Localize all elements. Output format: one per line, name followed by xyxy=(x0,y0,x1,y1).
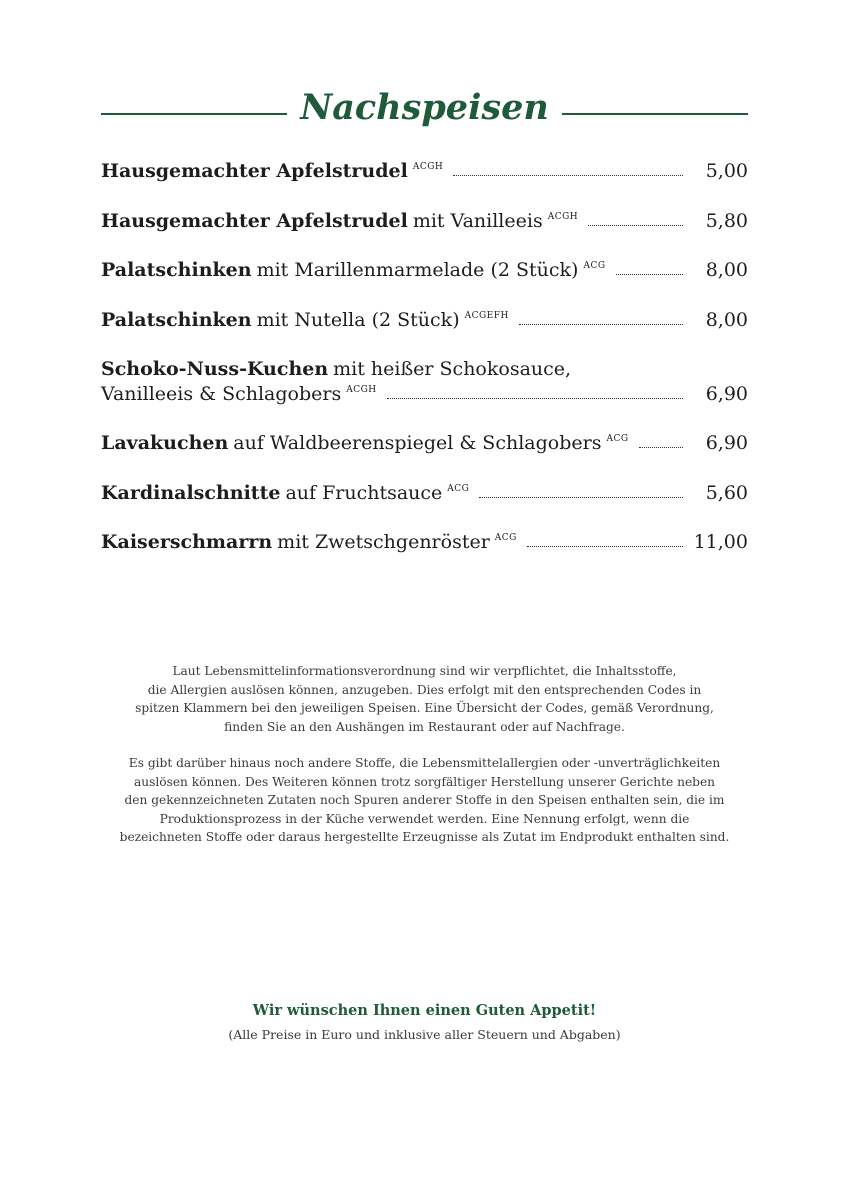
menu-item-line xyxy=(101,383,683,405)
menu-item-line xyxy=(101,309,683,331)
dot-leader xyxy=(527,546,683,547)
allergy-paragraph xyxy=(100,662,749,736)
appetit-message: Wir wünschen Ihnen einen Guten Appetit! xyxy=(252,1002,597,1019)
menu-item-line xyxy=(101,358,683,380)
menu-item-name: Lavakuchen xyxy=(101,432,229,454)
menu-item-description: auf Waldbeerenspiegel & Schlagobers xyxy=(233,432,602,454)
allergy-line: spitzen Klammern bei den jeweiligen Speisen. Eine Übersicht der Codes, gemäß Verordnung, xyxy=(135,701,714,715)
menu-item-price: 6,90 xyxy=(705,432,748,454)
dot-leader xyxy=(639,447,683,448)
menu-item-line xyxy=(101,160,683,182)
menu-item xyxy=(101,358,748,432)
menu-item-description: mit Vanilleeis xyxy=(412,209,543,232)
menu-item-line xyxy=(101,531,683,553)
menu-item xyxy=(101,531,748,581)
dot-leader xyxy=(387,398,683,399)
menu-item-line xyxy=(101,259,683,281)
menu-item-description: mit heißer Schokosauce, xyxy=(333,358,572,380)
page-title: Nachspeisen xyxy=(300,87,549,128)
menu-item-description: mit Zwetschgenröster xyxy=(277,531,490,553)
allergy-line: Produktionsprozess in der Küche verwendet werden. Eine Nennung erfolgt, wenn die xyxy=(159,811,690,826)
menu-item-name: Kardinalschnitte xyxy=(101,481,281,504)
menu-item-price: 5,60 xyxy=(705,481,748,504)
allergen-codes: ACG xyxy=(447,483,470,494)
menu-item-name: Hausgemachter Apfelstrudel xyxy=(101,209,408,232)
menu-item-price: 8,00 xyxy=(705,308,748,331)
menu-item-line xyxy=(101,432,683,454)
menu-item-name: Schoko-Nuss-Kuchen xyxy=(101,358,329,380)
menu-item xyxy=(101,432,748,482)
menu-item-name: Palatschinken xyxy=(101,259,252,281)
dot-leader xyxy=(519,324,683,325)
menu-item-description-continued: Vanilleeis & Schlagobers xyxy=(101,383,342,405)
dot-leader xyxy=(616,274,683,275)
allergy-line: den gekennzeichneten Zutaten noch Spuren anderer Stoffe in den Speisen enthalten sein, die im xyxy=(124,793,725,807)
menu-item-line xyxy=(101,210,683,232)
allergen-codes: ACGH xyxy=(547,211,579,222)
allergen-codes: ACG xyxy=(494,533,517,543)
menu-item-price: 5,00 xyxy=(705,160,748,182)
page-header xyxy=(101,84,748,134)
menu-item-price: 11,00 xyxy=(693,531,748,553)
allergen-codes: ACG xyxy=(606,434,629,444)
menu-item-name: Kaiserschmarrn xyxy=(101,531,273,553)
allergy-line: auslösen können. Des Weiteren können trotz sorgfältiger Herstellung unserer Gerichte neben xyxy=(133,774,716,789)
title-rule-right xyxy=(562,113,748,115)
allergy-paragraph xyxy=(100,754,749,847)
allergen-codes: ACGEFH xyxy=(464,310,509,321)
allergen-codes: ACGH xyxy=(346,385,377,395)
allergy-notice xyxy=(100,662,749,865)
menu-item xyxy=(101,259,748,309)
allergy-line: finden Sie an den Aushängen im Restaurant oder auf Nachfrage. xyxy=(224,719,625,734)
menu-item-line xyxy=(101,482,683,504)
menu-item xyxy=(101,210,748,260)
prices-note: (Alle Preise in Euro und inklusive aller Steuern und Abgaben) xyxy=(228,1027,621,1042)
menu-list xyxy=(101,160,748,581)
menu-item xyxy=(101,482,748,532)
menu-item-name: Hausgemachter Apfelstrudel xyxy=(101,160,408,182)
dot-leader xyxy=(453,175,683,176)
dot-leader xyxy=(479,497,683,498)
menu-item-price: 6,90 xyxy=(705,383,748,405)
allergen-codes: ACG xyxy=(583,261,606,271)
menu-item-name: Palatschinken xyxy=(101,308,252,331)
allergy-line: Es gibt darüber hinaus noch andere Stoffe, die Lebensmittelallergien oder -unverträglichkeiten xyxy=(128,756,721,770)
dot-leader xyxy=(588,225,683,226)
menu-item-price: 5,80 xyxy=(705,209,748,232)
allergy-line: die Allergien auslösen können, anzugeben. Dies erfolgt mit den entsprechenden Codes in xyxy=(147,682,702,697)
allergy-line: Laut Lebensmittelinformationsverordnung sind wir verpflichtet, die Inhaltsstoffe, xyxy=(172,664,677,678)
menu-item-price: 8,00 xyxy=(705,259,748,281)
menu-item xyxy=(101,160,748,210)
allergen-codes: ACGH xyxy=(412,162,444,172)
menu-item-description: mit Nutella (2 Stück) xyxy=(256,308,460,331)
menu-item xyxy=(101,309,748,359)
menu-item-description: mit Marillenmarmelade (2 Stück) xyxy=(256,259,579,281)
menu-item-description: auf Fruchtsauce xyxy=(285,481,443,504)
allergy-line: bezeichneten Stoffe oder daraus hergestellte Erzeugnisse als Zutat im Endprodukt enthalten sind. xyxy=(119,830,730,844)
